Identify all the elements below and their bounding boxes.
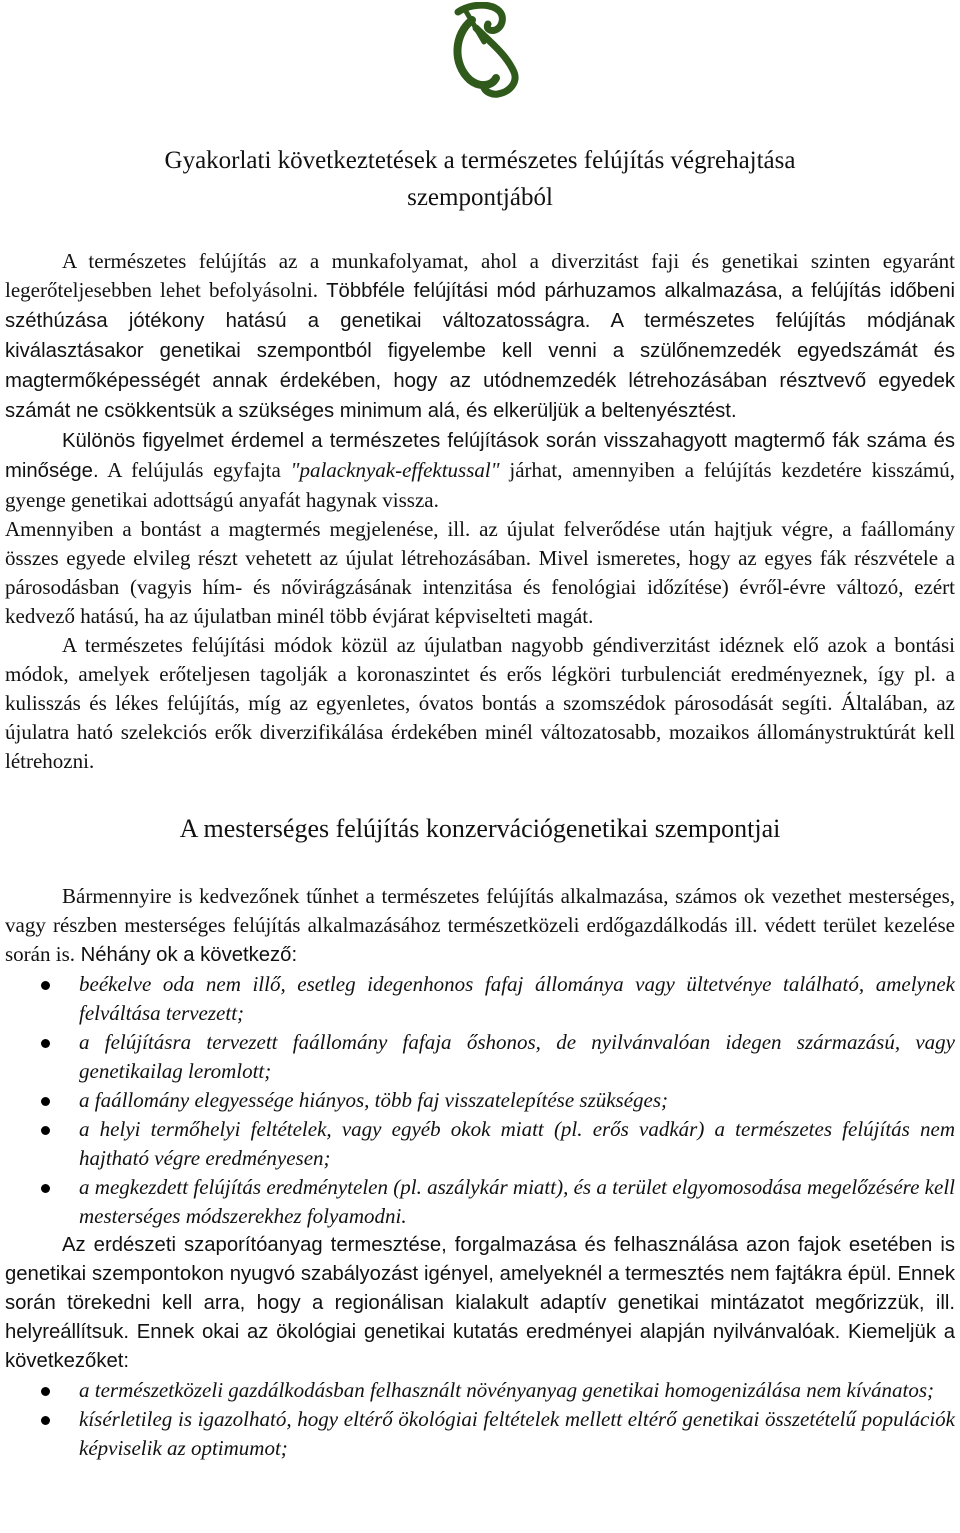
bullet-icon: [41, 1039, 50, 1048]
findings-list: [5, 1376, 955, 1463]
paragraph-3-text: Amennyiben a bontást a magtermés megjelenése, ill. az újulat felverődése után hajtjuk végre, a faállomány összes egyede elvileg részt vehetett az újulat létrehozásában. Mivel ismeretes, hogy az egyes fák részvétele a párosodásban (vagyis hím- és nővirágzásának intenzitása és fenológiai időzítése) évről-évre változó, ezért kedvező hatású, ha az újulatban minél több évjárat képviselteti magát.: [5, 517, 955, 628]
list-item: [5, 1173, 955, 1231]
list-item: [5, 1028, 955, 1086]
paragraph-3: [5, 515, 955, 631]
ornamental-logo-icon: [436, 2, 526, 98]
bullet-icon: [41, 1097, 50, 1106]
paragraph-5-text-b: Néhány ok a következő:: [75, 944, 298, 966]
paragraph-1: [5, 247, 955, 426]
document-body: [5, 142, 955, 1463]
paragraph-4: [5, 631, 955, 776]
bullet-icon: [41, 1184, 50, 1193]
list-item: [5, 1405, 955, 1463]
section-heading: A mesterséges felújítás konzervációgenetikai szempontjai: [179, 814, 781, 843]
list-item-text: a megkezdett felújítás eredménytelen (pl. aszálykár miatt), és a terület elgyomosodása megelőzésére kell mesterséges módszerekhez folyamodni.: [79, 1175, 955, 1228]
bullet-icon: [41, 1416, 50, 1425]
list-item-text: beékelve oda nem illő, esetleg idegenhonos fafaj állománya vagy ültetvénye található, amelynek felváltása tervezett;: [79, 972, 955, 1025]
list-item: [5, 970, 955, 1028]
paragraph-2-text-b: A felújulás egyfajta: [98, 458, 291, 482]
list-item-text: kísérletileg is igazolható, hogy eltérő ökológiai feltételek mellett eltérő genetikai összetételű populációk képviselik az optimumot;: [79, 1407, 955, 1460]
bullet-icon: [41, 1387, 50, 1396]
list-item-text: a faállomány elegyessége hiányos, több faj visszatelepítése szükséges;: [79, 1088, 669, 1112]
paragraph-1-text-b: Többféle felújítási mód párhuzamos alkalmazása, a felújítás időbeni széthúzása jótékony hatású a genetikai változatosságra.: [5, 280, 955, 332]
paragraph-2-emphasis: "palacknyak-effektussal": [290, 458, 500, 482]
list-item: [5, 1115, 955, 1173]
list-item: [5, 1376, 955, 1405]
reasons-list: [5, 970, 955, 1231]
paragraph-5: [5, 882, 955, 970]
title-line-1: Gyakorlati következtetések a természetes felújítás végrehajtása: [164, 147, 796, 174]
list-item-text: a természetközeli gazdálkodásban felhasznált növényanyag genetikai homogenizálása nem kívánatos;: [79, 1378, 935, 1402]
page-title: [5, 142, 955, 216]
paragraph-2-text-a: Különös figyelmet érdemel a természetes felújítások során visszahagyott magtermő fák száma és minősége.: [5, 430, 955, 482]
list-item: [5, 1086, 955, 1115]
paragraph-4-text: A természetes felújítási módok közül az újulatban nagyobb géndiverzitást idéznek elő azok a bontási módok, amelyek erőteljesen tagolják a koronaszintet és erős légköri turbulenciát eredményeznek, így pl. a kulisszás és lékes felújítás, míg az egyenletes, óvatos bontás a szomszédok párosodását segíti. Általában, az újulatra ható szelekciós erők diverzifikálása érdekében minél változatosabb, mozaikos állománystruktúrát kell létrehozni.: [5, 633, 955, 773]
bullet-icon: [41, 981, 50, 990]
paragraph-2: [5, 426, 955, 515]
bullet-icon: [41, 1126, 50, 1135]
list-item-text: a felújításra tervezett faállomány fafaja őshonos, de nyilvánvalóan idegen származású, vagy genetikailag leromlott;: [79, 1030, 955, 1083]
list-item-text: a helyi termőhelyi feltételek, vagy egyéb okok miatt (pl. erős vadkár) a természetes felújítás nem hajtható végre eredményesen;: [79, 1117, 955, 1170]
paragraph-6-text: Az erdészeti szaporítóanyag termesztése, forgalmazása és felhasználása azon fajok esetében is genetikai szempontokon nyugvó szabályozást igényel, amelyeknél a termesztés nem fajtákra épül. Ennek során törekedni kell arra, hogy a regionálisan kialakult adaptív genetikai mintázatot megőrizzük, ill. helyreállítsuk. Ennek okai az ökológiai genetikai kutatás eredményei alapján nyilvánvalóak. Kiemeljük a következőket:: [5, 1234, 955, 1372]
title-line-2: szempontjából: [407, 184, 553, 211]
paragraph-1-text-a: A természetes felújítás az a munkafolyamat, ahol a diverzitást faji és genetikai szinten egyaránt legerőteljesebben lehet befolyásolni.: [5, 249, 955, 302]
paragraph-6: [5, 1231, 955, 1376]
paragraph-5-text-a: Bármennyire is kedvezőnek tűnhet a természetes felújítás alkalmazása, számos ok vezethet mesterséges, vagy részben mesterséges felújítás alkalmazásához természetközeli erdőgazdálkodás ill. védett terület kezelése során is.: [5, 884, 955, 966]
paragraph-1-text-c: A természetes felújítás módjának kiválasztásakor genetikai szempontból figyelembe kell venni a szülőnemzedék egyedszámát és magtermőképességét annak érdekében, hogy az utódnemzedék létrehozásában résztvevő egyedek számát ne csökkentsük a szükséges minimum alá, és elkerüljük a beltenyésztést.: [5, 310, 955, 422]
paragraph-2-text-d: járhat, amennyiben a felújítás kezdetére kisszámú, gyenge genetikai adottságú anyafát hagynak vissza.: [5, 458, 955, 512]
